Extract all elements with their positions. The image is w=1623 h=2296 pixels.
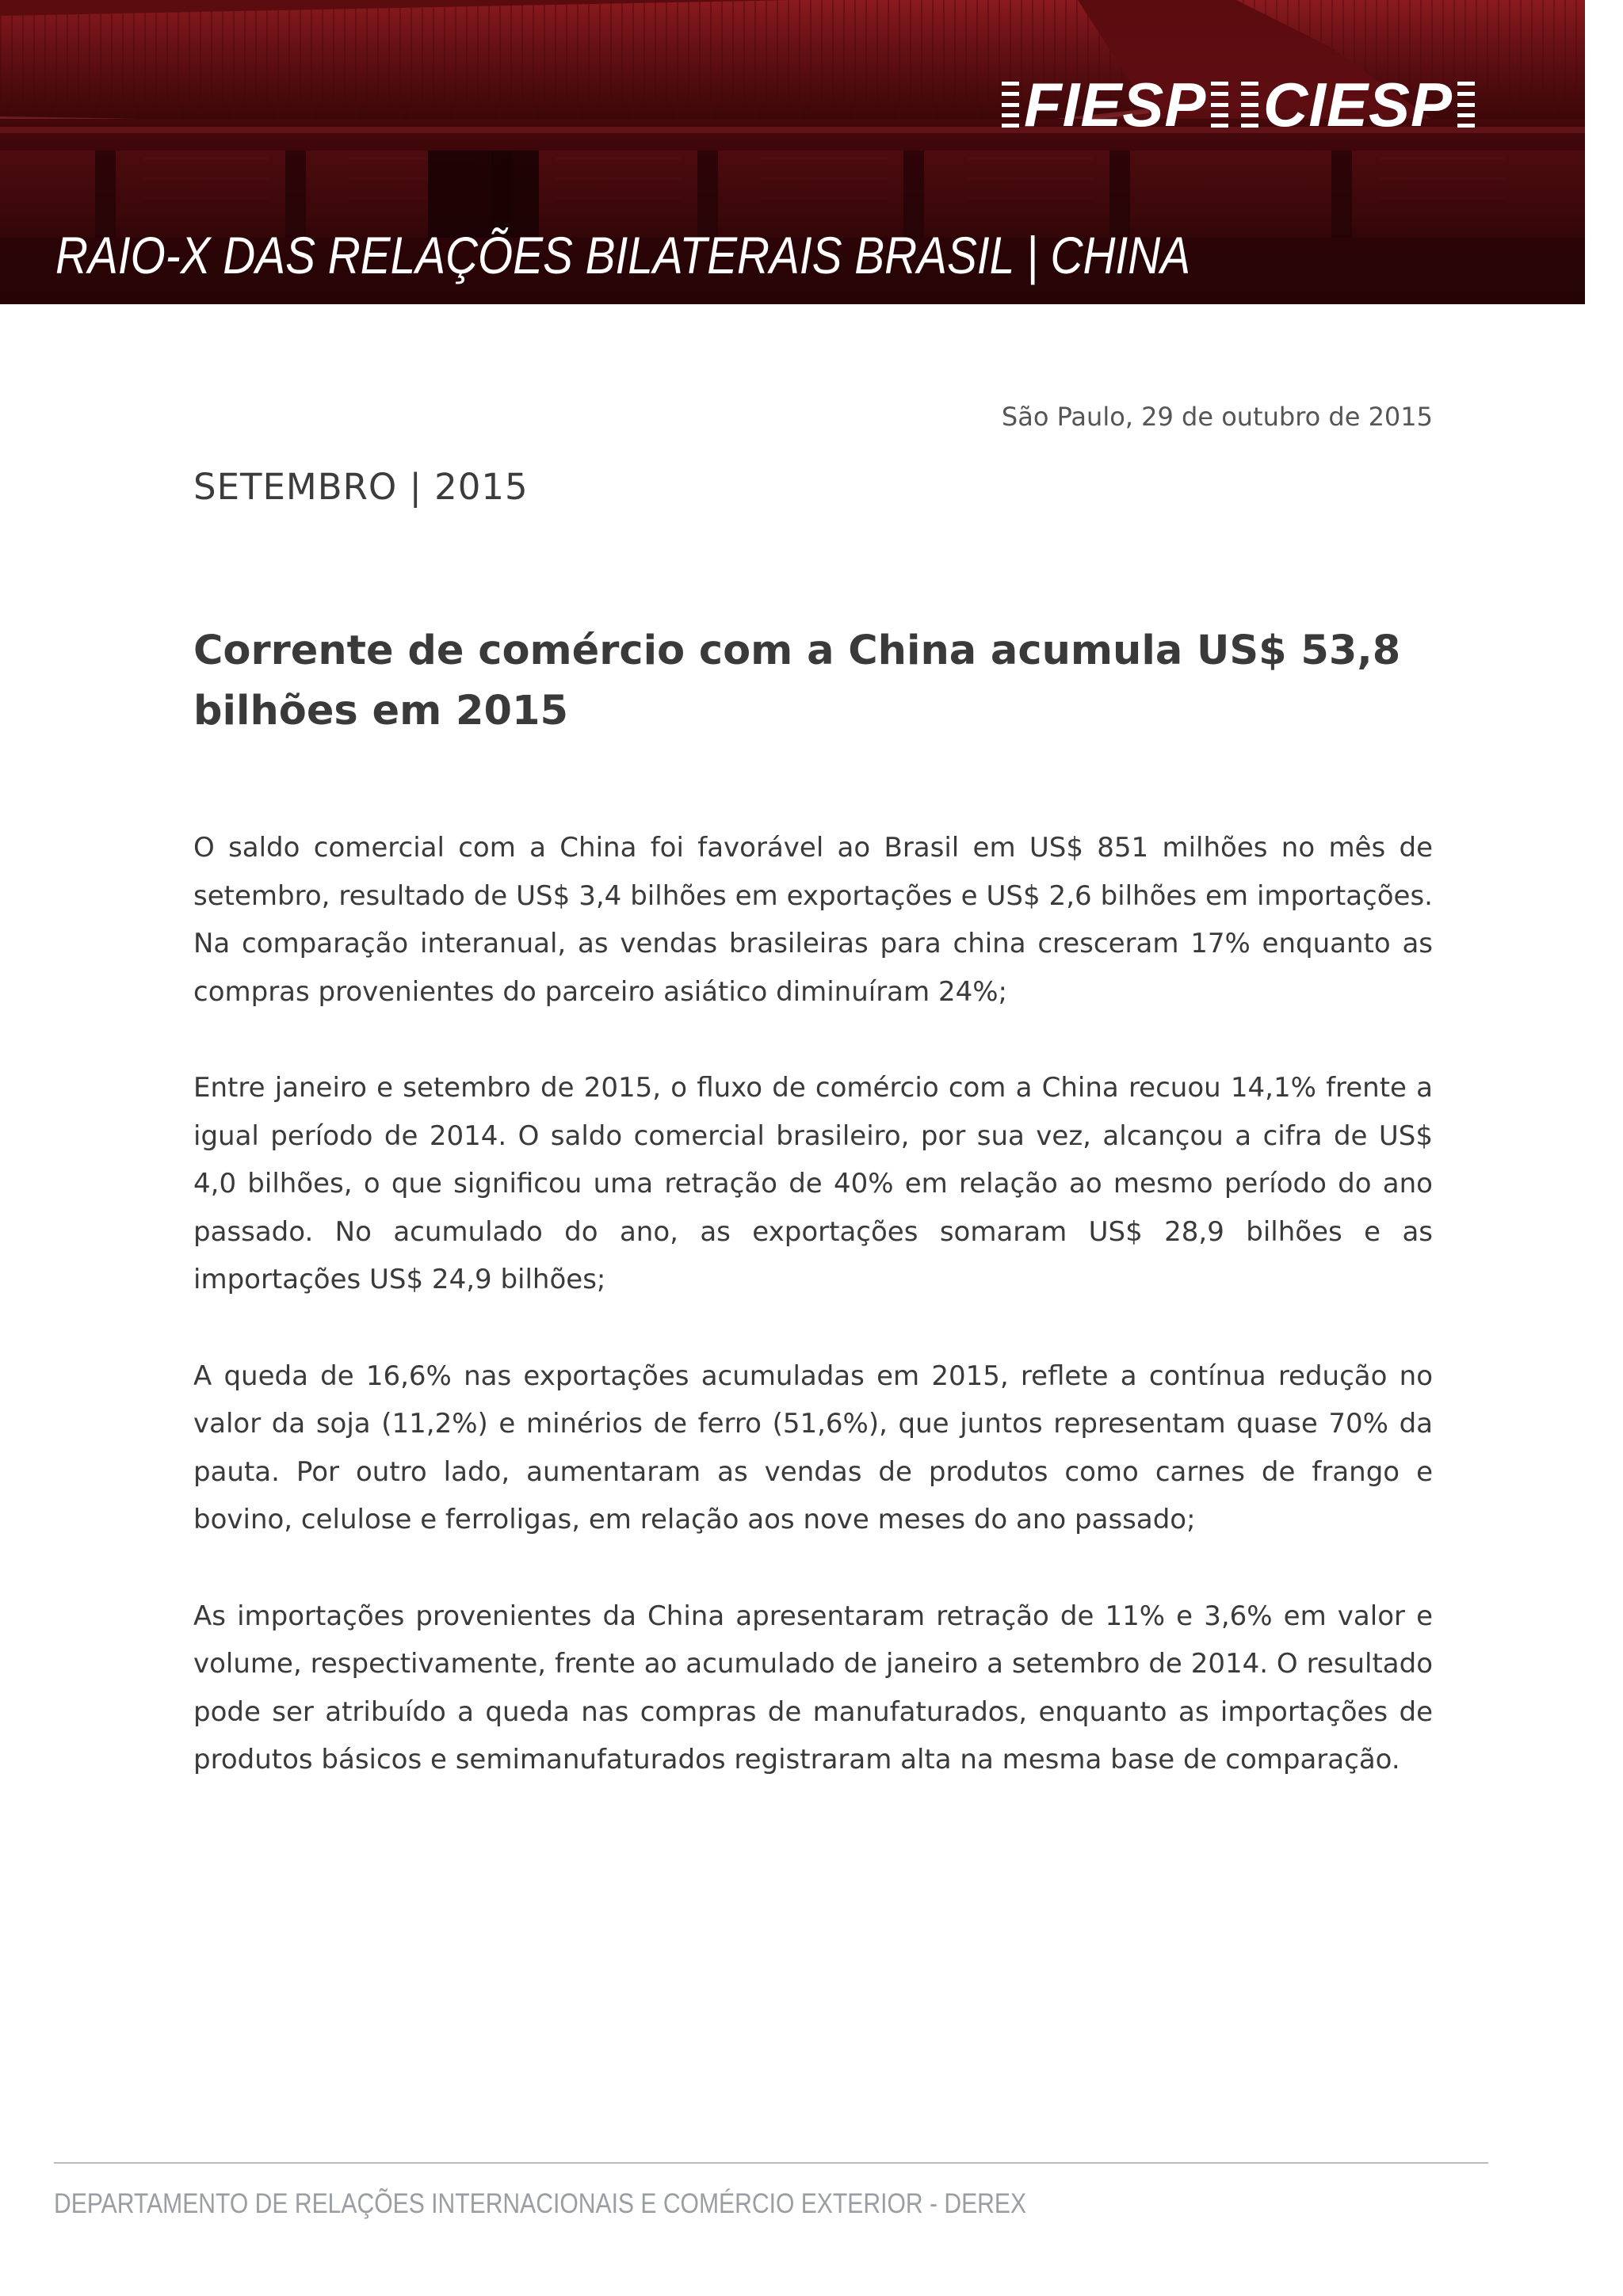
- document-date: São Paulo, 29 de outubro de 2015: [1001, 402, 1433, 432]
- paragraph: O saldo comercial com a China foi favorável ao Brasil em US$ 851 milhões no mês de setembro, resultado de US$ 3,4 bilhões em exportações e US$ 2,6 bilhões em importações. Na comparação interanual, as vendas brasileiras para china cresceram 17% enquanto as compras provenientes do parceiro asiático diminuíram 24%;: [193, 832, 1433, 1008]
- section-label: SETEMBRO | 2015: [193, 466, 529, 508]
- footer-divider: [54, 2162, 1488, 2164]
- article-body: [193, 824, 1433, 1833]
- headline: Corrente de comércio com a China acumula US$ 53,8 bilhões em 2015: [193, 627, 1401, 734]
- fiesp-logo: [997, 69, 1233, 139]
- logo-bars-icon: [1002, 82, 1019, 128]
- paragraph: As importações provenientes da China apresentaram retração de 11% e 3,6% em valor e volume, respectivamente, frente ao acumulado de janeiro a setembro de 2014. O resultado pode ser atribuído a queda nas compras de manufaturados, enquanto as importações de produtos básicos e semimanufaturados registraram alta na mesma base de comparação.: [193, 1600, 1433, 1775]
- paragraph: A queda de 16,6% nas exportações acumuladas em 2015, reflete a contínua redução no valor da soja (11,2%) e minérios de ferro (51,6%), que juntos representam quase 70% da pauta. Por outro lado, aumentaram as vendas de produtos como carnes de frango e bovino, celulose e ferroligas, em relação aos nove meses do ano passado;: [193, 1360, 1433, 1535]
- logo-bars-icon: [1457, 82, 1475, 128]
- ciesp-logo: [1236, 69, 1480, 139]
- banner-title: RAIO-X DAS RELAÇÕES BILATERAIS BRASIL | CHINA: [55, 226, 1191, 284]
- ciesp-logo-text: CIESP: [1263, 69, 1453, 139]
- logo-bars-icon: [1211, 82, 1228, 128]
- footer-department: DEPARTAMENTO DE RELAÇÕES INTERNACIONAIS E COMÉRCIO EXTERIOR - DEREX: [54, 2188, 1027, 2219]
- fiesp-logo-text: FIESP: [1024, 69, 1207, 139]
- paragraph: Entre janeiro e setembro de 2015, o fluxo de comércio com a China recuou 14,1% frente a igual período de 2014. O saldo comercial brasileiro, por sua vez, alcançou a cifra de US$ 4,0 bilhões, o que significou uma retração de 40% em relação ao mesmo período do ano passado. No acumulado do ano, as exportações somaram US$ 28,9 bilhões e as importações US$ 24,9 bilhões;: [193, 1072, 1433, 1295]
- logo-bars-icon: [1241, 82, 1258, 128]
- header-banner: [0, 0, 1585, 304]
